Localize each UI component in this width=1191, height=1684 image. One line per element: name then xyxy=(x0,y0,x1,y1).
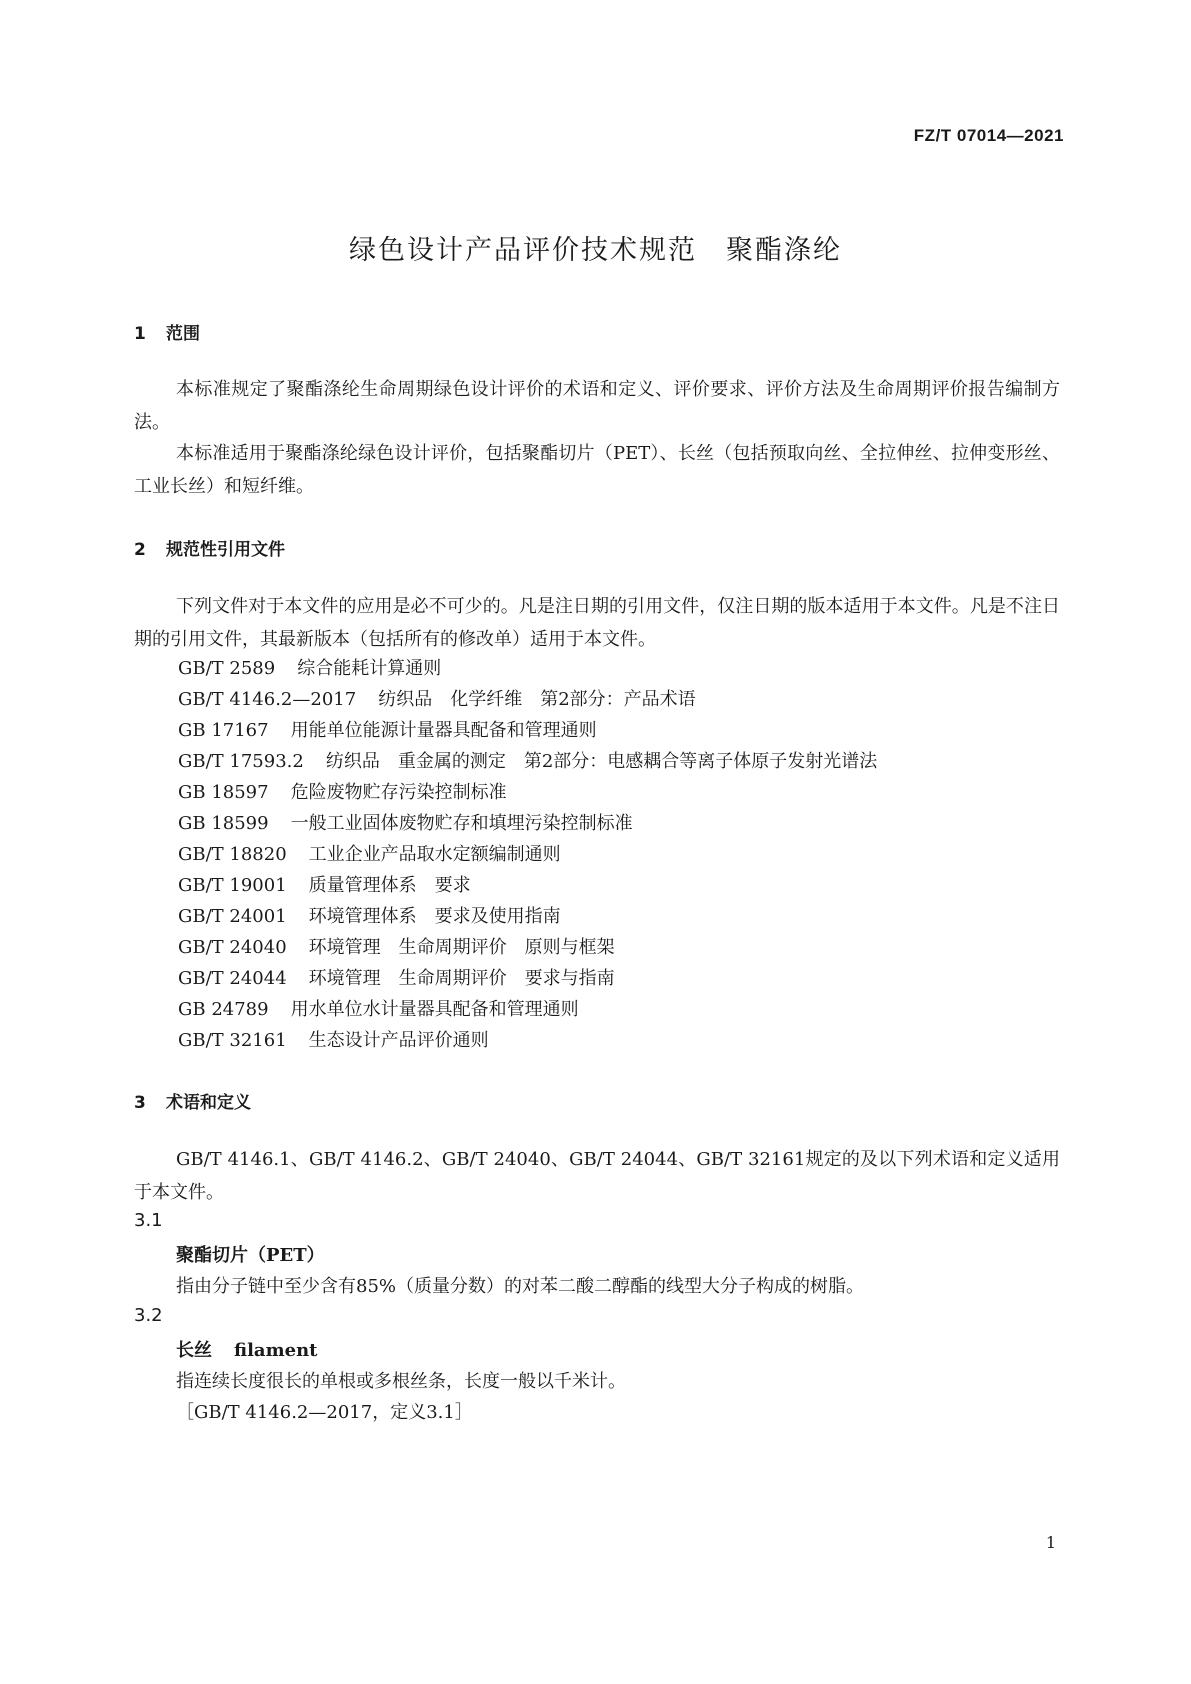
term-definition: 指由分子链中至少含有85%（质量分数）的对苯二酸二醇酯的线型大分子构成的树脂。 xyxy=(176,1276,865,1297)
reference-code: GB/T 2589 xyxy=(178,658,276,679)
reference-item xyxy=(178,993,579,1026)
term-name: 聚酯切片（PET） xyxy=(176,1245,325,1266)
reference-item xyxy=(178,714,597,747)
reference-code: GB/T 19001 xyxy=(178,875,287,896)
term-name: 长丝 xyxy=(176,1340,212,1361)
reference-item xyxy=(178,745,877,778)
section-3-paragraph-1: GB/T 4146.1、GB/T 4146.2、GB/T 24040、GB/T 24044、GB/T 32161规定的及以下列术语和定义适用于本文件。 xyxy=(134,1149,1060,1203)
reference-code: GB/T 24044 xyxy=(178,968,287,989)
reference-code: GB/T 4146.2—2017 xyxy=(178,689,357,710)
section-title: 术语和定义 xyxy=(166,1093,251,1113)
reference-title: 用能单位能源计量器具配备和管理通则 xyxy=(290,720,597,741)
reference-code: GB/T 18820 xyxy=(178,844,287,865)
reference-title: 工业企业产品取水定额编制通则 xyxy=(308,844,561,865)
reference-item xyxy=(178,1024,489,1057)
reference-title: 环境管理体系 要求及使用指南 xyxy=(308,906,561,927)
reference-code: GB 24789 xyxy=(178,999,269,1020)
reference-title: 用水单位水计量器具配备和管理通则 xyxy=(290,999,579,1020)
document-title: 绿色设计产品评价技术规范 聚酯涤纶 xyxy=(349,235,842,266)
reference-item xyxy=(178,900,561,933)
term-number: 3.2 xyxy=(134,1305,163,1326)
reference-title: 一般工业固体废物贮存和填埋污染控制标准 xyxy=(290,813,633,834)
reference-item xyxy=(178,652,441,685)
reference-code: GB/T 24001 xyxy=(178,906,287,927)
reference-title: 危险废物贮存污染控制标准 xyxy=(290,782,507,803)
reference-code: GB/T 32161 xyxy=(178,1030,287,1051)
page-number: 1 xyxy=(1045,1533,1056,1552)
reference-item xyxy=(178,869,471,902)
reference-item xyxy=(178,962,615,995)
reference-item xyxy=(178,931,615,964)
reference-title: 环境管理 生命周期评价 原则与框架 xyxy=(308,937,615,958)
reference-code: GB 18599 xyxy=(178,813,269,834)
reference-code: GB 18597 xyxy=(178,782,269,803)
section-1-paragraph-1: 本标准规定了聚酯涤纶生命周期绿色设计评价的术语和定义、评价要求、评价方法及生命周期评价报告编制方法。 xyxy=(134,379,1060,433)
term-definition: 指连续长度很长的单根或多根丝条，长度一般以千米计。 xyxy=(176,1371,626,1392)
reference-title: 环境管理 生命周期评价 要求与指南 xyxy=(308,968,615,989)
reference-code: GB/T 24040 xyxy=(178,937,287,958)
reference-title: 纺织品 化学纤维 第2部分：产品术语 xyxy=(378,689,696,710)
reference-code: GB/T 17593.2 xyxy=(178,751,304,772)
reference-title: 生态设计产品评价通则 xyxy=(308,1030,489,1051)
term-source: ［GB/T 4146.2—2017，定义3.1］ xyxy=(176,1402,473,1423)
section-2-paragraph-1: 下列文件对于本文件的应用是必不可少的。凡是注日期的引用文件，仅注日期的版本适用于本文件。凡是不注日期的引用文件，其最新版本（包括所有的修改单）适用于本文件。 xyxy=(134,596,1060,650)
section-title: 范围 xyxy=(166,324,200,344)
section-1-heading xyxy=(134,319,200,344)
section-3-heading xyxy=(134,1088,251,1113)
reference-item xyxy=(178,776,507,809)
section-number: 3 xyxy=(134,1093,146,1113)
reference-title: 纺织品 重金属的测定 第2部分：电感耦合等离子体原子发射光谱法 xyxy=(325,751,878,772)
standard-code: FZ/T 07014—2021 xyxy=(913,126,1064,145)
term-name-row xyxy=(176,1336,318,1362)
reference-code: GB 17167 xyxy=(178,720,269,741)
term-name-english: filament xyxy=(234,1340,318,1361)
section-2-heading xyxy=(134,535,285,560)
section-title: 规范性引用文件 xyxy=(166,540,285,560)
reference-title: 质量管理体系 要求 xyxy=(308,875,471,896)
reference-item xyxy=(178,838,561,871)
reference-title: 综合能耗计算通则 xyxy=(297,658,442,679)
reference-item xyxy=(178,683,696,716)
section-1-paragraph-2: 本标准适用于聚酯涤纶绿色设计评价，包括聚酯切片（PET）、长丝（包括预取向丝、全拉伸丝、拉伸变形丝、工业长丝）和短纤维。 xyxy=(134,443,1060,497)
section-number: 2 xyxy=(134,540,146,560)
section-number: 1 xyxy=(134,324,146,344)
term-number: 3.1 xyxy=(134,1210,163,1231)
reference-item xyxy=(178,807,633,840)
